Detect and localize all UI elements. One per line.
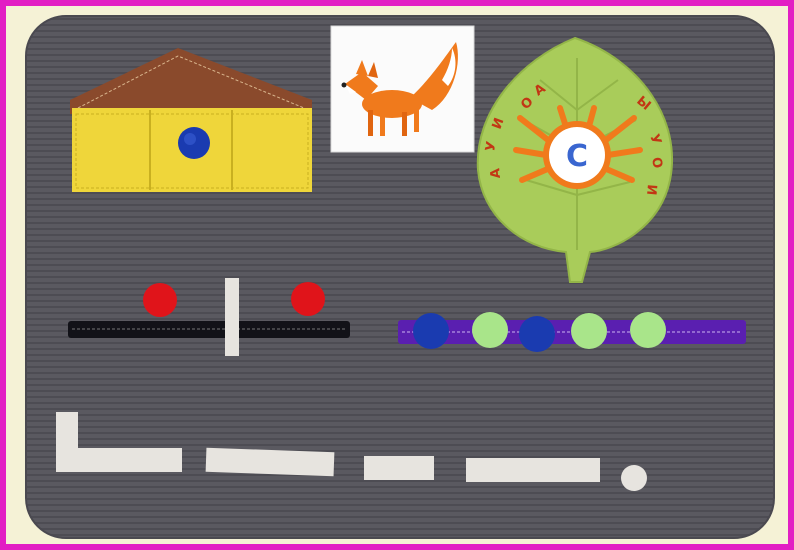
red-chip [143, 283, 177, 317]
green-chip [472, 312, 508, 348]
leaf-letter: Ы [633, 93, 654, 114]
white-strip [364, 456, 434, 480]
leaf-letter: А [488, 167, 504, 179]
leaf-letter: И [643, 183, 659, 196]
blue-chip [413, 313, 449, 349]
white-dot [621, 465, 647, 491]
blue-chip [519, 316, 555, 352]
white-divider [225, 278, 239, 356]
fox-card [331, 26, 474, 152]
green-chip [571, 313, 607, 349]
red-chip [291, 282, 325, 316]
leaf-letter: А [531, 81, 549, 100]
leaf-center-letter: С [565, 139, 589, 174]
leaf-letter: О [648, 156, 665, 170]
leaf-letter: О [518, 94, 537, 113]
white-strip [206, 448, 335, 476]
leaf-letter: У [483, 140, 500, 153]
leaf-letter: У [646, 132, 664, 147]
leaf-letter: И [489, 116, 508, 132]
white-strip [466, 458, 600, 482]
green-chip [630, 312, 666, 348]
